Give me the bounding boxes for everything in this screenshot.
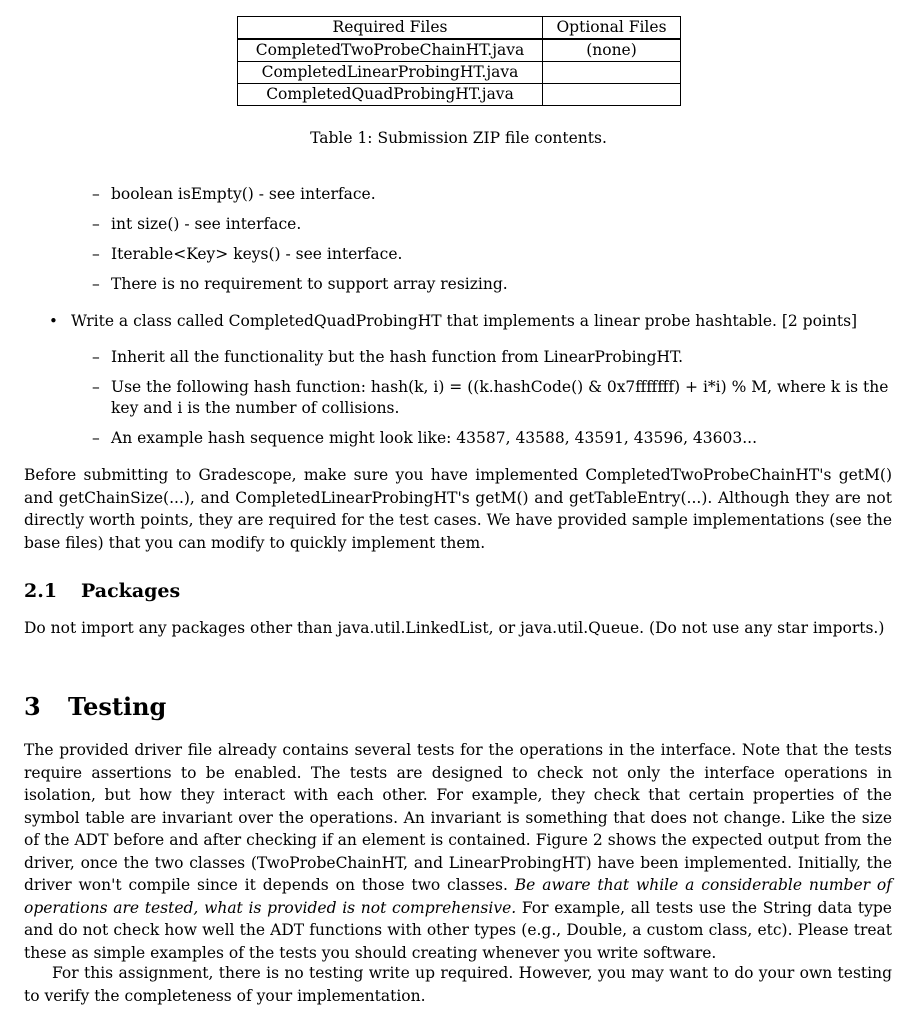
- emphasis-text: Be aware that while a considerable number of operations are tested, what is provided is not comprehensive.: [24, 876, 892, 917]
- table-row: [238, 39, 681, 62]
- table-cell: CompletedLinearProbingHT.java: [238, 62, 543, 84]
- list-item: – There is no requirement to support array resizing.: [92, 275, 508, 293]
- dash-marker: –: [92, 378, 100, 396]
- paragraph-packages: Do not import any packages other than java.util.LinkedList, or java.util.Queue. (Do not use any star imports.): [24, 619, 885, 637]
- dash-marker: –: [92, 275, 100, 293]
- table-cell: CompletedQuadProbingHT.java: [238, 84, 543, 106]
- header-required-files: Required Files: [238, 17, 543, 40]
- list-item: – boolean isEmpty() - see interface.: [92, 185, 376, 203]
- header-optional-files: Optional Files: [543, 17, 681, 40]
- dash-marker: –: [92, 429, 100, 447]
- dash-marker: –: [92, 215, 100, 233]
- list-item: – Use the following hash function: hash(k, i) = ((k.hashCode() & 0x7fffffff) + i*i) % M, where k is the key and i is the number of collisions.: [92, 378, 889, 417]
- bullet-item: • Write a class called CompletedQuadProbingHT that implements a linear probe hashtable. [2 points]: [49, 312, 858, 330]
- list-item: – int size() - see interface.: [92, 215, 302, 233]
- dash-marker: –: [92, 348, 100, 366]
- paragraph-submission: Before submitting to Gradescope, make sure you have implemented CompletedTwoProbeChainHT's getM() and getChainSize(...), and CompletedLinearProbingHT's getM() and getTableEntry(...). Although they are not directly worth points, they are required for the test cases. We have provided sample implementations (see the base files) that you can modify to quickly implement them.: [24, 466, 892, 552]
- dash-marker: –: [92, 245, 100, 263]
- dash-marker: –: [92, 185, 100, 203]
- list-item: – Iterable<Key> keys() - see interface.: [92, 245, 403, 263]
- table-cell: (none): [543, 39, 681, 62]
- paragraph-final: For this assignment, there is no testing write up required. However, you may want to do your own testing to verify the completeness of your implementation.: [24, 964, 892, 1005]
- table-cell: CompletedTwoProbeChainHT.java: [238, 39, 543, 62]
- bullet-marker: •: [49, 312, 58, 330]
- paragraph-testing: The provided driver file already contains several tests for the operations in the interface. Note that the tests require assertions to be enabled. The tests are designed to check not only the interface operations in isolation, but how they interact with each other. For example, they check that certain properties of the symbol table are invariant over the operations. An invariant is something that does not change. Like the size of the ADT before and after checking if an element is contained. Figure 2 shows the expected output from the driver, once the two classes (TwoProbeChainHT, and LinearProbingHT) have been implemented. Initially, the driver won't compile since it depends on those two classes. Be aware that while a considerable number of operations are tested, what is provided is not comprehensive. For example, all tests use the String data type and do not check how well the ADT functions with other types (e.g., Double, a custom class, etc). Please treat these as simple examples of the tests you should creating whenever you write software.: [24, 741, 892, 962]
- submission-files-table: [237, 16, 681, 106]
- table-header-row: [238, 17, 681, 40]
- table-caption: Table 1: Submission ZIP file contents.: [310, 129, 607, 147]
- section-heading-packages: 2.1 Packages: [24, 580, 181, 602]
- list-item: – Inherit all the functionality but the hash function from LinearProbingHT.: [92, 348, 684, 366]
- table-cell: [543, 62, 681, 84]
- table-cell: [543, 84, 681, 106]
- table-row: [238, 84, 681, 106]
- section-heading-testing: 3 Testing: [24, 692, 167, 721]
- list-item: – An example hash sequence might look like: 43587, 43588, 43591, 43596, 43603...: [92, 429, 758, 447]
- table-row: [238, 62, 681, 84]
